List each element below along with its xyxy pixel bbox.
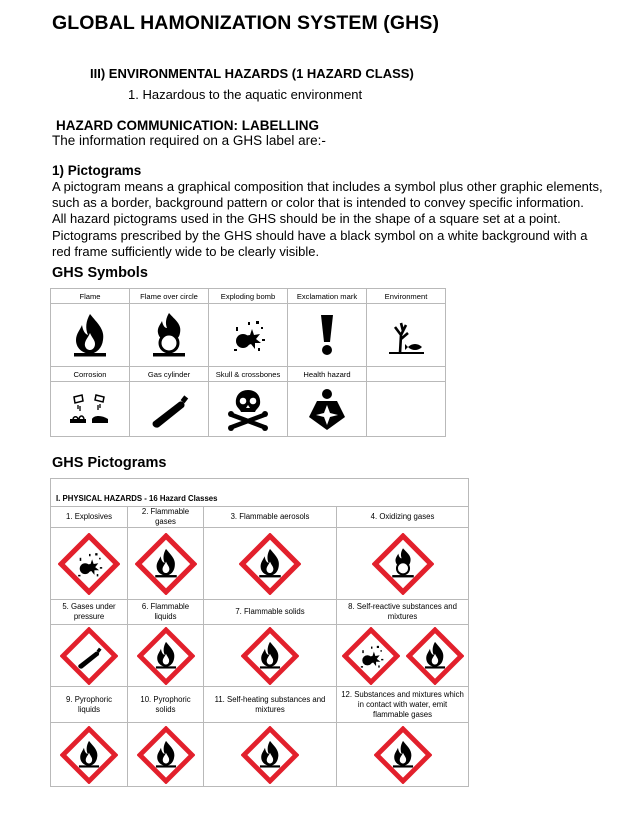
symbol-label: Flame — [51, 289, 130, 304]
flame-pictogram-icon — [137, 726, 195, 784]
symbol-cell — [130, 382, 209, 437]
flame-pictogram-icon — [241, 726, 299, 784]
hazard-class-label: 5. Gases under pressure — [51, 600, 128, 625]
pictogram-cell — [51, 723, 128, 787]
labelling-intro: The information required on a GHS label are:- — [52, 133, 326, 148]
flame-pictogram-icon — [135, 533, 197, 595]
environmental-hazards-heading: III) ENVIRONMENTAL HAZARDS (1 HAZARD CLASS) — [90, 66, 414, 81]
paragraph-line: Pictograms prescribed by the GHS should have a black symbol on a white background with a — [52, 227, 588, 243]
pictogram-cell — [204, 723, 337, 787]
symbol-label: Environment — [367, 289, 446, 304]
symbol-label: Exploding bomb — [209, 289, 288, 304]
pictogram-cell — [337, 625, 469, 687]
symbol-cell — [209, 382, 288, 437]
exploding-bomb-icon — [228, 314, 268, 356]
pictogram-cell — [204, 625, 337, 687]
flame-icon — [70, 312, 110, 358]
symbol-cell — [288, 382, 367, 437]
hazard-class-label: 11. Self-heating substances and mixtures — [204, 687, 337, 723]
pictogram-cell — [128, 528, 204, 600]
flame-pictogram-icon — [137, 627, 195, 685]
hazard-class-label: 12. Substances and mixtures which in contact with water, emit flammable gases — [337, 687, 469, 723]
ghs-symbols-heading: GHS Symbols — [52, 265, 148, 281]
gas-cylinder-icon — [147, 389, 191, 429]
hazard-class-label: 10. Pyrophoric solids — [128, 687, 204, 723]
environmental-hazard-item: 1. Hazardous to the aquatic environment — [128, 87, 363, 102]
symbol-cell — [130, 304, 209, 367]
pictogram-cell — [128, 625, 204, 687]
pictogram-cell — [337, 528, 469, 600]
symbol-cell — [51, 382, 130, 437]
pictogram-cell — [204, 528, 337, 600]
symbol-label: Exclamation mark — [288, 289, 367, 304]
health-hazard-icon — [305, 387, 349, 431]
flame-pictogram-icon — [374, 726, 432, 784]
ghs-pictograms-heading: GHS Pictograms — [52, 455, 167, 471]
flame-pictogram-icon — [239, 533, 301, 595]
exclamation-mark-icon — [307, 312, 347, 358]
pictogram-cell — [128, 723, 204, 787]
paragraph-line: A pictogram means a graphical composition that includes a symbol plus other graphic elements, — [52, 179, 603, 194]
hazard-class-label: 7. Flammable solids — [204, 600, 337, 625]
hazard-class-label: 3. Flammable aerosols — [204, 507, 337, 528]
paragraph-line: All hazard pictograms used in the GHS should be in the shape of a square set at a point. — [52, 211, 561, 227]
symbol-cell — [367, 304, 446, 367]
hazard-class-label: 1. Explosives — [51, 507, 128, 528]
flame-pictogram-icon — [241, 627, 299, 685]
document-title: GLOBAL HAMONIZATION SYSTEM (GHS) — [52, 12, 440, 34]
symbol-label — [367, 367, 446, 382]
corrosion-icon — [68, 389, 112, 429]
ghs-symbols-table — [50, 288, 446, 437]
paragraph-line: red frame sufficiently wide to be clearly visible. — [52, 243, 320, 259]
hazard-class-label: 9. Pyrophoric liquids — [51, 687, 128, 723]
flame-over-circle-icon — [149, 312, 189, 358]
symbol-label: Flame over circle — [130, 289, 209, 304]
symbol-cell — [51, 304, 130, 367]
flame-over-circle-pictogram-icon — [372, 533, 434, 595]
exploding-bomb-pictogram-icon — [342, 627, 400, 685]
skull-crossbones-icon — [226, 387, 270, 431]
pictogram-cell — [51, 528, 128, 600]
symbol-cell — [288, 304, 367, 367]
hazard-class-label: 6. Flammable liquids — [128, 600, 204, 625]
symbol-cell — [209, 304, 288, 367]
hazard-class-label: 2. Flammable gases — [128, 507, 204, 528]
physical-hazards-header: I. PHYSICAL HAZARDS - 16 Hazard Classes — [51, 479, 469, 507]
symbol-label: Gas cylinder — [130, 367, 209, 382]
symbol-label: Corrosion — [51, 367, 130, 382]
exploding-bomb-pictogram-icon — [58, 533, 120, 595]
pictogram-pair — [337, 627, 468, 685]
pictogram-cell — [51, 625, 128, 687]
ghs-pictograms-table — [50, 478, 469, 787]
gas-cylinder-pictogram-icon — [60, 627, 118, 685]
symbol-label: Skull & crossbones — [209, 367, 288, 382]
environment-icon — [386, 312, 426, 358]
flame-pictogram-icon — [406, 627, 464, 685]
symbol-label: Health hazard — [288, 367, 367, 382]
hazard-class-label: 4. Oxidizing gases — [337, 507, 469, 528]
symbol-cell-empty — [367, 382, 446, 437]
pictogram-cell — [337, 723, 469, 787]
flame-pictogram-icon — [60, 726, 118, 784]
pictograms-heading: 1) Pictograms — [52, 163, 142, 178]
paragraph-line: such as a border, background pattern or color that is intended to convey specific information. — [52, 195, 584, 211]
labelling-heading: HAZARD COMMUNICATION: LABELLING — [56, 118, 319, 133]
pictograms-paragraph — [52, 179, 612, 260]
hazard-class-label: 8. Self-reactive substances and mixtures — [337, 600, 469, 625]
